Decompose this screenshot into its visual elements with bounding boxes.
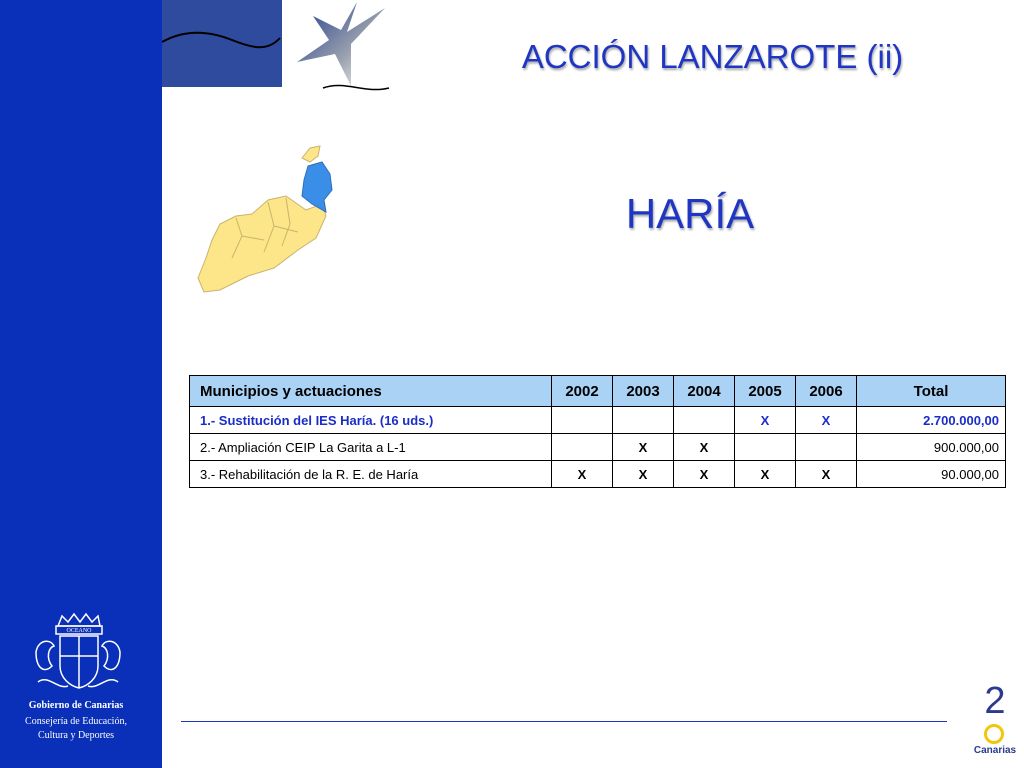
table-row (190, 407, 1006, 434)
crest-text: OCEANO (66, 628, 92, 634)
star-icon (285, 0, 395, 100)
cell-total: 90.000,00 (857, 461, 1006, 488)
table-header-row (190, 376, 1006, 407)
cell-2003: X (613, 461, 674, 488)
municipality-title: HARÍA (625, 190, 755, 237)
dept-line-1: Consejería de Educación, (25, 716, 127, 727)
cell-2005 (735, 434, 796, 461)
cell-2002 (552, 434, 613, 461)
col-header-total: Total (857, 376, 1006, 407)
logo-circle-icon (984, 724, 1004, 744)
cell-2004: X (674, 434, 735, 461)
cell-2006: X (796, 407, 857, 434)
col-header-2003: 2003 (613, 376, 674, 407)
coat-of-arms-icon (28, 612, 128, 697)
cell-total: 900.000,00 (857, 434, 1006, 461)
logo-text: Canarias (973, 745, 1017, 756)
col-header-2004: 2004 (674, 376, 735, 407)
row-label: 1.- Sustitución del IES Haría. (16 uds.) (190, 407, 552, 434)
header-wave-box (162, 0, 282, 87)
cell-2003: X (613, 434, 674, 461)
cell-2002 (552, 407, 613, 434)
table-row (190, 461, 1006, 488)
lanzarote-map (190, 140, 350, 300)
cell-2004: X (674, 461, 735, 488)
footer-divider (181, 721, 947, 722)
cell-2005: X (735, 461, 796, 488)
col-header-2006: 2006 (796, 376, 857, 407)
col-header-2002: 2002 (552, 376, 613, 407)
row-label: 2.- Ampliación CEIP La Garita a L-1 (190, 434, 552, 461)
cell-2004 (674, 407, 735, 434)
cell-2006: X (796, 461, 857, 488)
actions-table (189, 375, 1006, 488)
dept-line-2: Cultura y Deportes (37, 730, 115, 741)
page-title: ACCIÓN LANZAROTE (ii) (521, 38, 904, 75)
table-row (190, 434, 1006, 461)
col-header-municipios: Municipios y actuaciones (190, 376, 552, 407)
cell-2003 (613, 407, 674, 434)
cell-total: 2.700.000,00 (857, 407, 1006, 434)
cell-2002: X (552, 461, 613, 488)
row-label: 3.- Rehabilitación de la R. E. de Haría (190, 461, 552, 488)
logo-number: 2 (984, 680, 1006, 722)
cell-2006 (796, 434, 857, 461)
canarias-logo (972, 680, 1022, 766)
col-header-2005: 2005 (735, 376, 796, 407)
org-name: Gobierno de Canarias (28, 700, 124, 711)
cell-2005: X (735, 407, 796, 434)
wave-decoration (162, 0, 282, 87)
dept-name (0, 715, 152, 743)
